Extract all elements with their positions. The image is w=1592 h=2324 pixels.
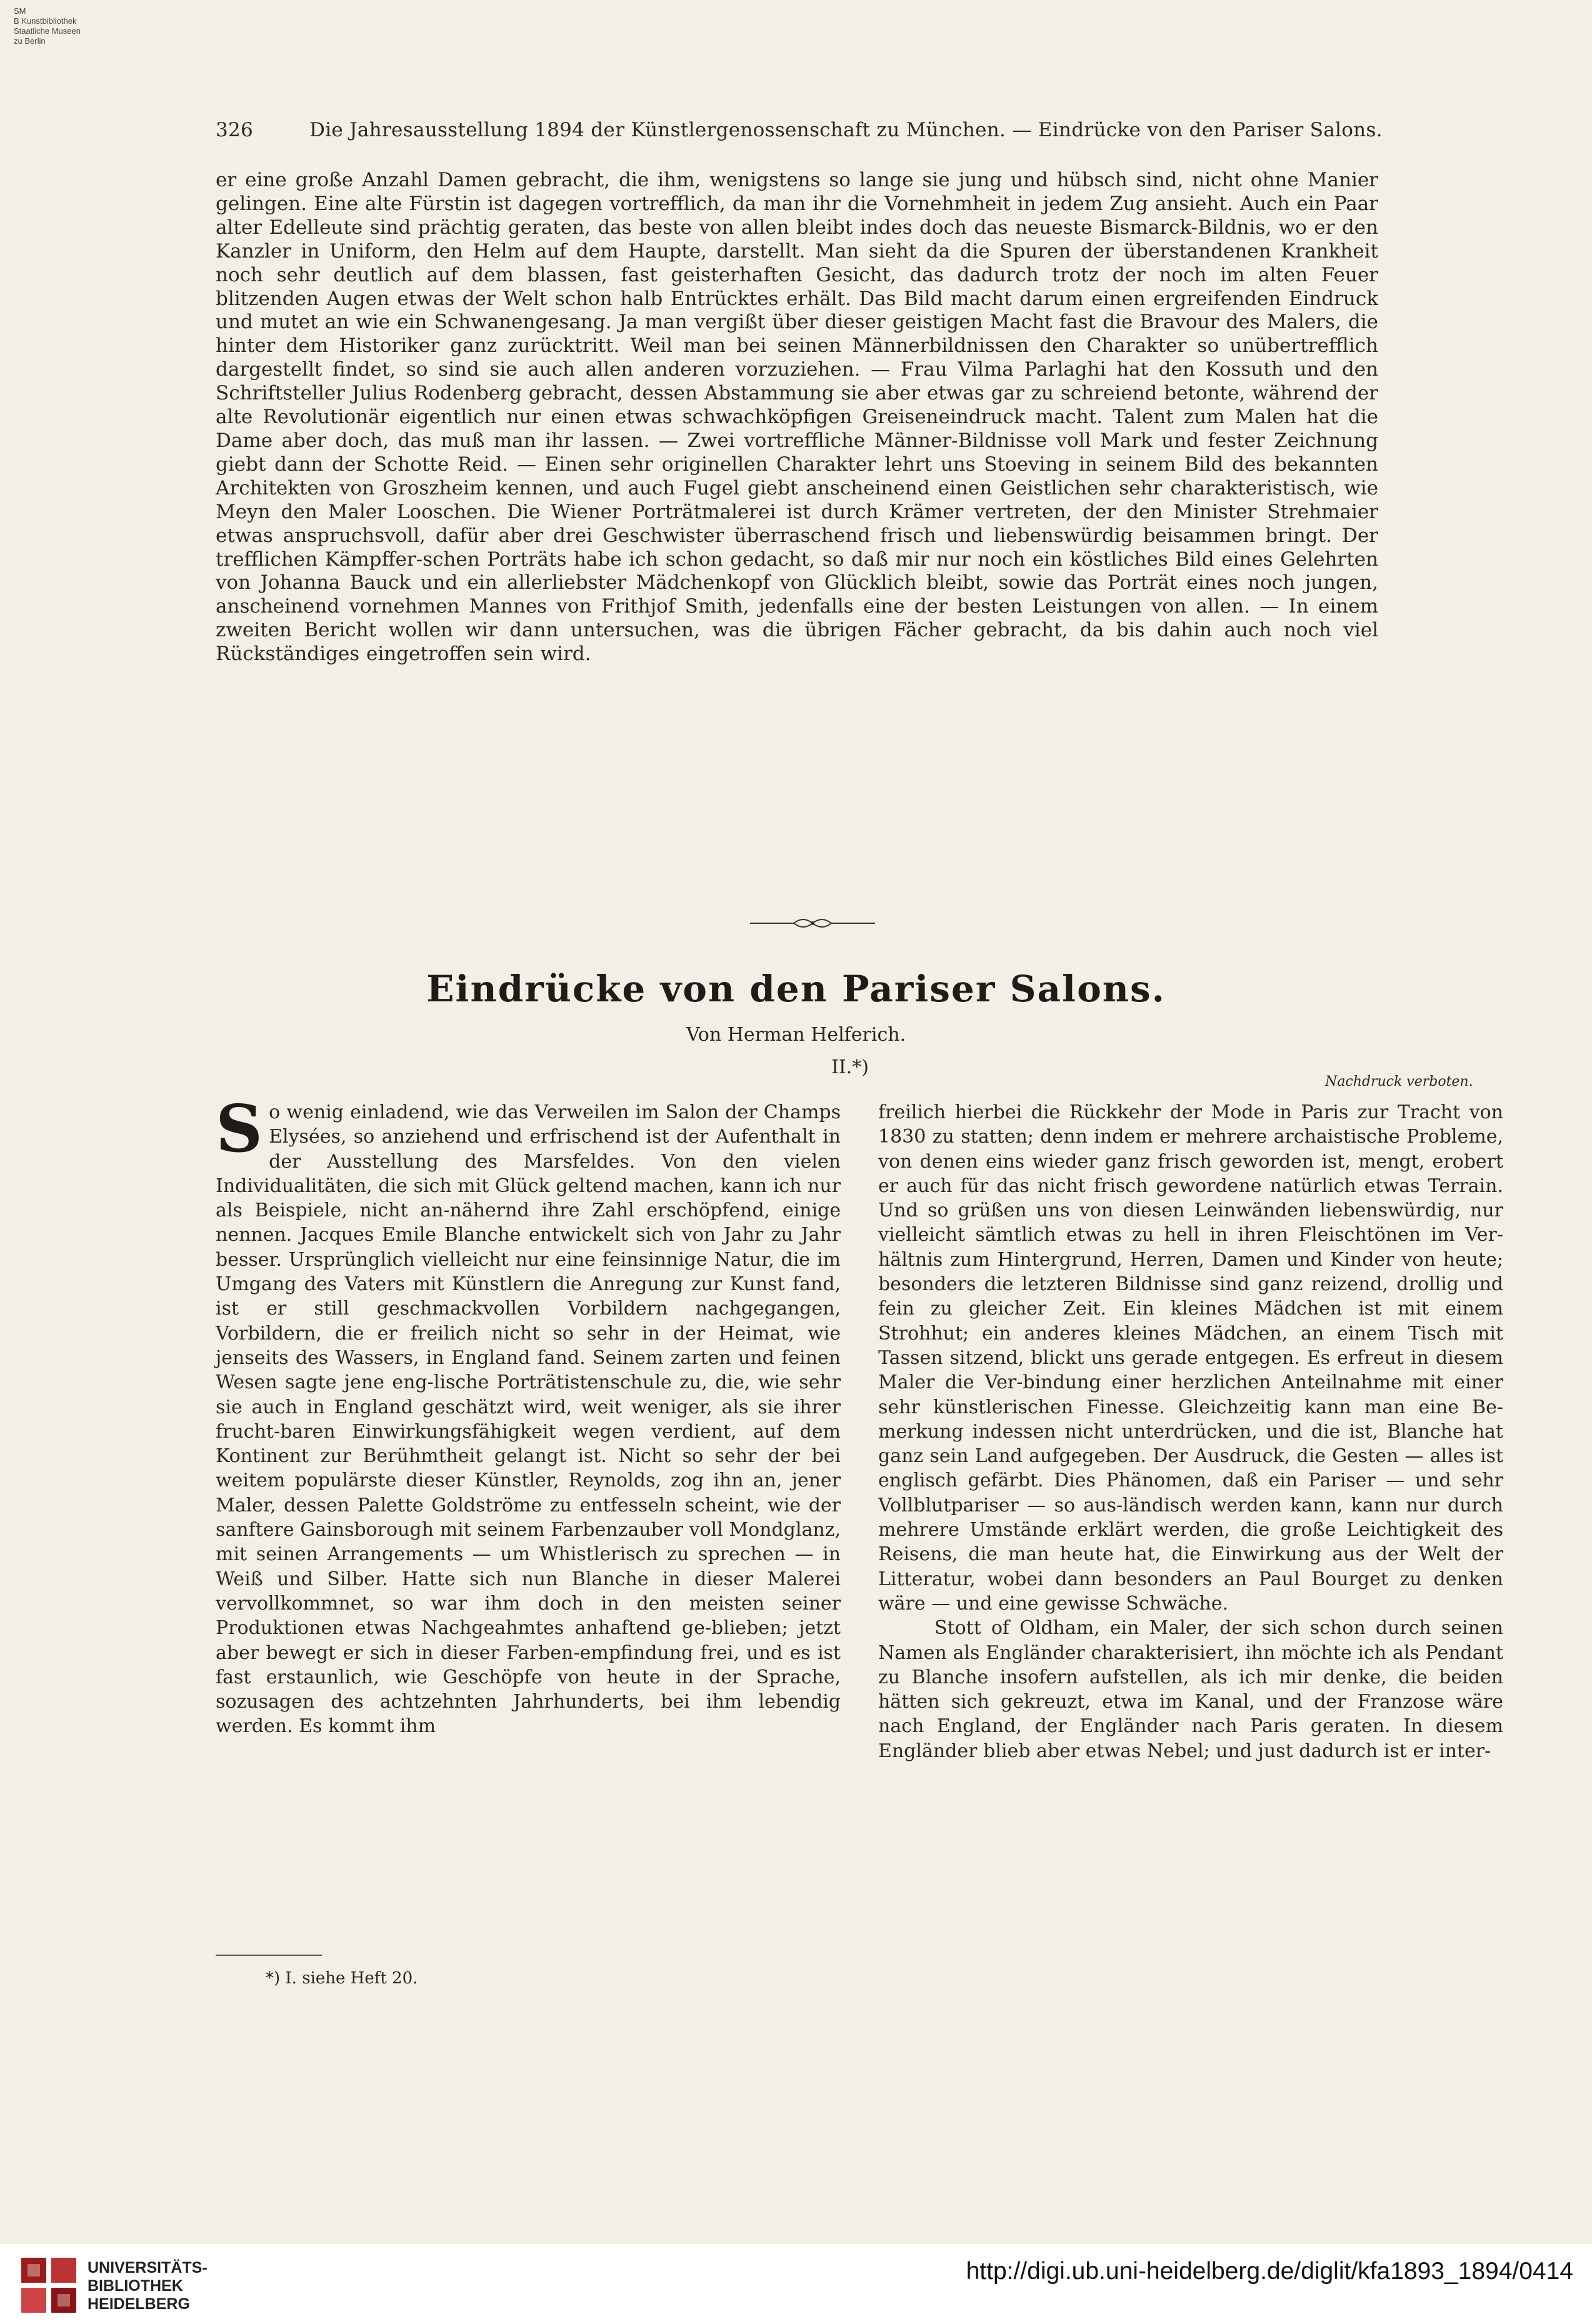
institution-name [88, 2259, 208, 2313]
stamp-line: zu Berlin [14, 36, 46, 46]
paragraph [216, 1090, 841, 1739]
previous-article-body [216, 169, 1378, 666]
university-library-logo-icon [19, 2255, 79, 2315]
drop-cap: S [216, 1090, 263, 1167]
paragraph-text: o wenig einladend, wie das Verweilen im Salon der Champs Elysées, so anziehend und erfrischend ist der Aufenthalt in der Ausstellung des Marsfeldes. Von den vielen Individualitäten, die sich mit Glück geltend machen, kann ich nur als Beispiele, nicht an-nähernd ihre Zahl erschöpfend, einige nennen. Jacques Emile Blanche entwickelt sich von Jahr zu Jahr besser. Ursprünglich vielleicht nur eine feinsinnige Natur, die im Umgang des Vaters mit Künstlern die Anregung zur Kunst fand, ist er still geschmackvollen Vorbildern nachgegangen, Vorbildern, die er freilich nicht so sehr in der Heimat, wie jenseits des Wassers, in England fand. Seinem zarten und feinen Wesen sagte jene eng-lische Porträtistenschule zu, die, wie sehr sie auch in England geschätzt wird, weit weniger, als sie ihrer frucht-baren Einwirkungsfähigkeit wegen verdient, auf dem Kontinent zur Berühmtheit gelangt ist. Nicht so sehr der bei weitem populärste dieser Künstler, Reynolds, zog ihn an, jener Maler, dessen Palette Goldströme zu entfesseln scheint, wie der sanftere Gainsborough mit seinem Farbenzauber voll Mondglanz, mit seinen Arrangements — um Whistlerisch zu sprechen — in Weiß und Silber. Hatte sich nun Blanche in dieser Malerei vervollkommnet, so war ihm doch in den meisten seiner Produktionen etwas Nachgeahmtes anhaftend ge-blieben; jetzt aber bewegt er sich in dieser Farben-empfindung frei, und es ist fast erstaunlich, wie Geschöpfe von heute in der Sprache, sozusagen des achtzehnten Jahrhunderts, bei ihm lebendig werden. Es kommt ihm [216, 1101, 841, 1738]
stamp-line: SM [14, 6, 26, 16]
footnote: *) I. siehe Heft 20. [266, 1969, 418, 1988]
article-column-left [216, 1090, 841, 1739]
stamp-line: B Kunstbibliothek [14, 16, 77, 26]
ornament-divider [750, 916, 875, 931]
institution-line: BIBLIOTHEK [88, 2277, 183, 2295]
paragraph: er eine große Anzahl Damen gebracht, die ihm, wenigstens so lange sie jung und hübsch sind, nicht ohne Manier gelingen. Eine alte Fürstin ist dagegen vortrefflich, da man ihr die Vornehmheit in jedem Zug ansieht. Auch ein Paar alter Edelleute sind prächtig geraten, das beste von allen bleibt indes doch das neueste Bismarck-Bildnis, wo er den Kanzler in Uniform, den Helm auf dem Haupte, darstellt. Man sieht da die Spuren der überstandenen Krankheit noch sehr deutlich auf dem blassen, fast geisterhaften Gesicht, das dadurch trotz der noch im alten Feuer blitzenden Augen etwas der Welt schon halb Entrücktes erhält. Das Bild macht darum einen ergreifenden Eindruck und mutet an wie ein Schwanengesang. Ja man vergißt über dieser geistigen Macht fast die Bravour des Malers, die hinter dem Historiker ganz zurücktritt. Weil man bei seinen Männerbildnissen den Charakter so unübertrefflich dargestellt findet, so sind sie auch allen anderen vorzuziehen. — Frau Vilma Parlaghi hat den Kossuth und den Schriftsteller Julius Rodenberg gebracht, dessen Abstammung sie aber etwas gar zu schreiend betonte, während der alte Revolutionär eigentlich nur einen etwas schwachköpfigen Greiseneindruck macht. Talent zum Malen hat die Dame aber doch, das muß man ihr lassen. — Zwei vortreffliche Männer-Bildnisse voll Mark und fester Zeichnung giebt dann der Schotte Reid. — Einen sehr originellen Charakter lehrt uns Stoeving in seinem Bild des bekannten Architekten von Groszheim kennen, und auch Fugel giebt anscheinend einen Geistlichen sehr charakteristisch, wie Meyn den Maler Looschen. Die Wiener Porträtmalerei ist durch Krämer vertreten, der den Minister Strehmaier etwas anspruchsvoll, dafür aber drei Geschwister überraschend frisch und liebenswürdig beisammen bringt. Der trefflichen Kämpffer-schen Porträts habe ich schon gedacht, so daß mir nur noch ein köstliches Bild eines Gelehrten von Johanna Bauck und ein allerliebster Mädchenkopf von Glücklich bleibt, sowie das Porträt eines noch jungen, anscheinend vornehmen Mannes von Frithjof Smith, jedenfalls eine der besten Leistungen von allen. — In einem zweiten Bericht wollen wir dann untersuchen, was die übrigen Fächer gebracht, da bis dahin auch noch viel Rückständiges eingetroffen sein wird. [216, 169, 1378, 666]
footer-bar [0, 2244, 1592, 2324]
running-title: Die Jahresausstellung 1894 der Künstlergenossenschaft zu München. — Eindrücke von den Pariser Salons. [309, 119, 1383, 141]
institution-line: UNIVERSITÄTS- [88, 2259, 208, 2276]
institution-line: HEIDELBERG [88, 2295, 190, 2313]
source-url-link[interactable]: http://digi.ub.uni-heidelberg.de/diglit/kfa1893_1894/0414 [966, 2258, 1573, 2285]
article-part-number: II.*) [831, 1056, 869, 1078]
library-stamp [14, 6, 81, 46]
footnote-rule [216, 1955, 322, 1956]
article-column-right [878, 1100, 1503, 1763]
stamp-line: Staatliche Museen [14, 26, 81, 36]
reprint-note: Nachdruck verboten. [1325, 1074, 1473, 1089]
paragraph: Stott of Oldham, ein Maler, der sich schon durch seinen Namen als Engländer charakterisiert, ihn möchte ich als Pendant zu Blanche insofern aufstellen, als ich mir denke, die beiden hätten sich gekreuzt, etwa im Kanal, und der Franzose wäre nach England, der Engländer nach Paris geraten. In diesem Engländer blieb aber etwas Nebel; und just dadurch ist er inter- [878, 1617, 1503, 1762]
paragraph: freilich hierbei die Rückkehr der Mode in Paris zur Tracht von 1830 zu statten; denn indem er mehrere archaistische Probleme, von denen eins wieder ganz frisch geworden ist, mengt, erobert er auch für das nicht frisch gewordene natürlich etwas Terrain. Und so grüßen uns von diesen Leinwänden liebenswürdig, nur vielleicht sämtlich etwas zu hell in ihren Fleischtönen im Ver-hältnis zum Hintergrund, Herren, Damen und Kinder von heute; besonders die letzteren Bildnisse sind ganz reizend, drollig und fein zu gleicher Zeit. Ein kleines Mädchen ist mit einem Strohhut; ein anderes kleines Mädchen, an einem Tisch mit Tassen sitzend, blickt uns gerade entgegen. Es erfreut in diesem Maler die Ver-bindung einer herzlichen Anteilnahme mit einer sehr künstlerischen Finesse. Gleichzeitig kann man eine Be-merkung indessen nicht unterdrücken, und die ist, Blanche hat ganz sein Land aufgegeben. Der Ausdruck, die Gesten — alles ist englisch gefärbt. Dies Phänomen, daß ein Pariser — und sehr Vollblutpariser — so aus-ländisch werden kann, kann nur durch mehrere Umstände erklärt werden, die große Leichtigkeit des Reisens, die man heute hat, die Einwirkung aus der Welt der Litteratur, wobei dann besonders an Paul Bourget zu denken wäre — und eine gewisse Schwäche. [878, 1101, 1503, 1615]
running-head [216, 113, 1403, 150]
page-number: 326 [216, 119, 254, 141]
article-title: Eindrücke von den Pariser Salons. [426, 968, 1166, 1010]
article-byline: Von Herman Helferich. [686, 1024, 906, 1046]
